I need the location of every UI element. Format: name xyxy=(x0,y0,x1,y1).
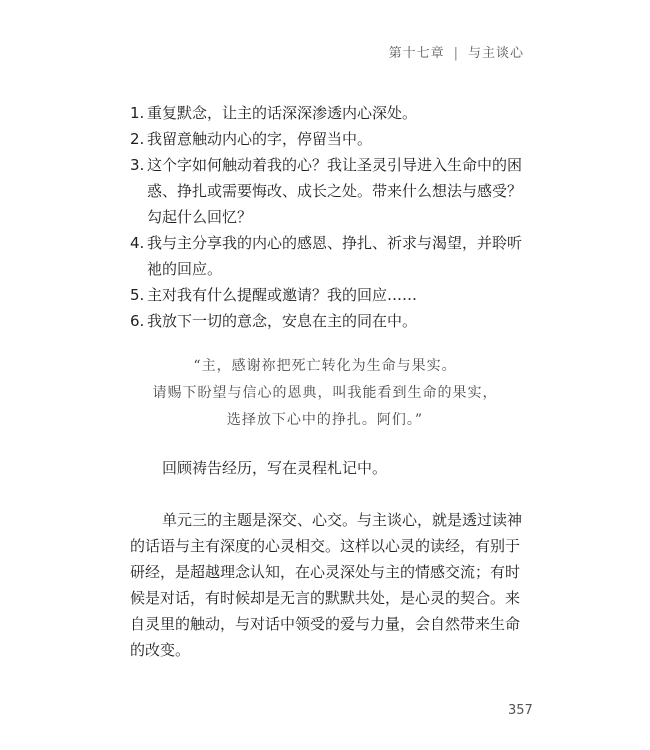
list-item xyxy=(130,230,530,282)
list-item xyxy=(130,282,530,308)
step-text: 我放下一切的意念，安息在主的同在中。 xyxy=(147,312,418,330)
step-number: 5. xyxy=(130,286,145,304)
step-text: 主对我有什么提醒或邀请？我的回应…… xyxy=(147,286,418,304)
list-item xyxy=(130,152,530,230)
running-header xyxy=(389,42,524,61)
step-number: 2. xyxy=(130,130,145,148)
step-text: 我留意触动内心的字，停留当中。 xyxy=(147,130,373,148)
step-number: 6. xyxy=(130,312,145,330)
body-paragraph: 单元三的主题是深交、心交。与主谈心，就是透过读神的话语与主有深度的心灵相交。这样以心灵的读经，有别于研经，是超越理念认知，在心灵深处与主的情感交流；有时候是对话，有时候却是无言的默默共处，是心灵的契合。来自灵里的触动，与对话中领受的爱与力量，会自然带来生命的改变。 xyxy=(130,511,523,659)
prayer-line: “主，感谢祢把死亡转化为生命与果实。 xyxy=(193,358,457,374)
step-number: 3. xyxy=(130,156,145,174)
list-item xyxy=(130,100,530,126)
instruction-text: 回顾祷告经历，写在灵程札记中。 xyxy=(162,459,388,477)
step-number: 4. xyxy=(130,234,145,252)
step-text: 重复默念，让主的话深深渗透内心深处。 xyxy=(147,104,418,122)
prayer-line: 请赐下盼望与信心的恩典，叫我能看到生命的果实， xyxy=(152,385,498,401)
chapter-label: 第十七章 xyxy=(388,46,445,61)
step-text: 这个字如何触动着我的心？我让圣灵引导进入生命中的困惑、挣扎或需要悔改、成长之处。带来什么想法与感受？勾起什么回忆？ xyxy=(147,156,523,226)
meditation-steps-list xyxy=(130,100,530,334)
list-item xyxy=(130,126,530,152)
page-number: 357 xyxy=(508,703,533,718)
header-separator: | xyxy=(453,46,459,61)
list-item xyxy=(130,308,530,334)
step-text: 我与主分享我的内心的感恩、挣扎、祈求与渴望，并聆听祂的回应。 xyxy=(147,234,523,278)
prayer-quote xyxy=(140,353,510,434)
prayer-line: 选择放下心中的挣扎。阿们。” xyxy=(226,412,424,428)
step-number: 1. xyxy=(130,104,145,122)
chapter-title: 与主谈心 xyxy=(467,46,524,61)
